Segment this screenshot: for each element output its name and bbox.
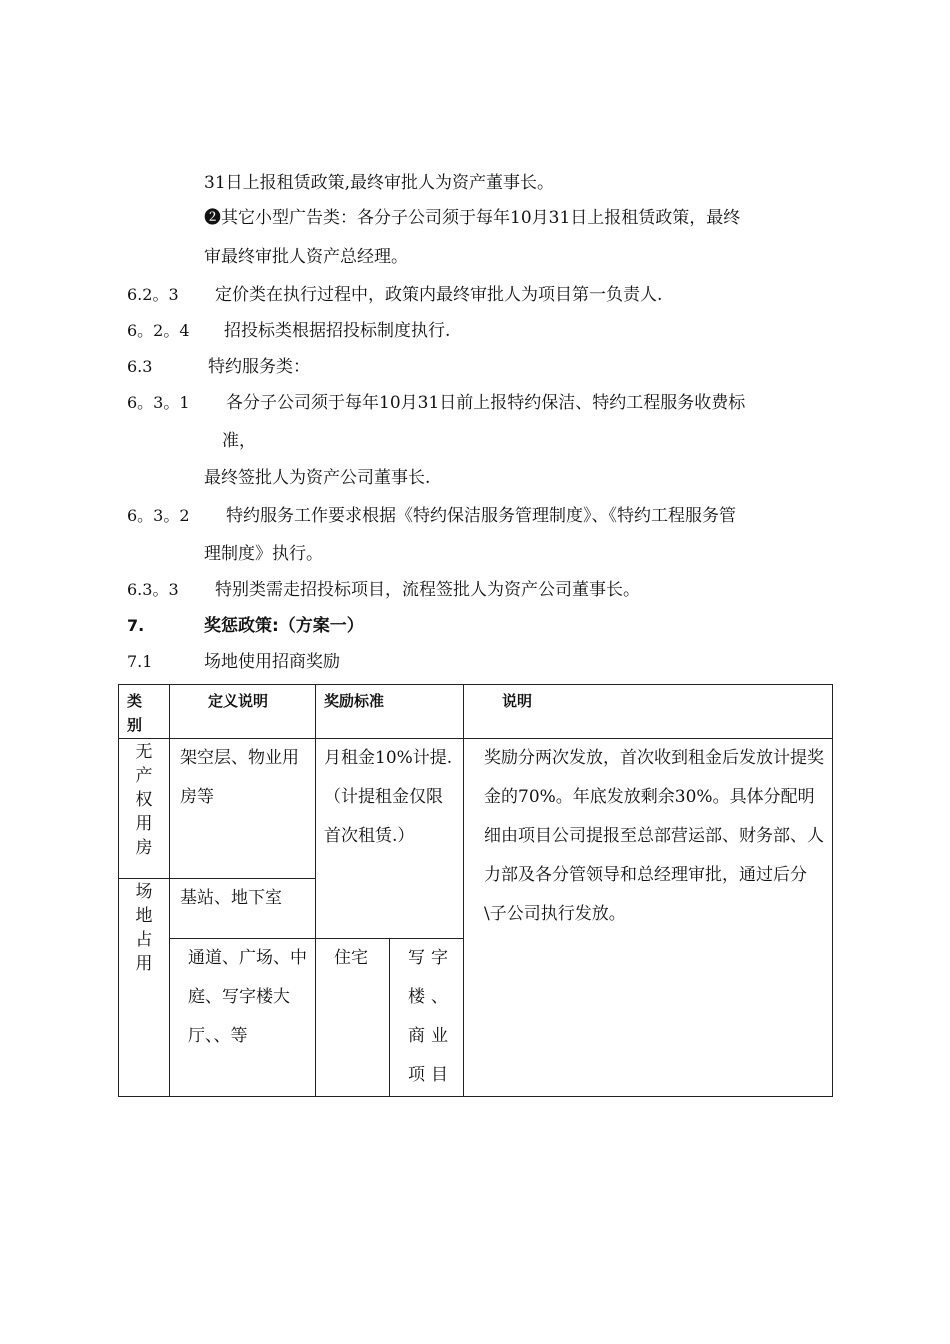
header-category: 类别 <box>127 692 143 734</box>
section-number-6-3-1: 6。3。1 <box>127 393 190 412</box>
section-text-6-3-1-cont1: 准， <box>222 431 256 451</box>
header-note-cell <box>464 685 833 739</box>
reward-table <box>118 684 833 1097</box>
paragraph-small-ads <box>204 207 740 229</box>
row2-definition-b: 通道、广场、中庭、写字楼大厅、、等 <box>188 948 307 1046</box>
row2-definition-b-cell <box>170 939 316 1097</box>
section-text-6-3-3: 特别类需走招投标项目，流程签批人为资产公司董事长。 <box>215 580 640 600</box>
section-text-6-2-3: 定价类在执行过程中，政策内最终审批人为项目第一负责人. <box>215 285 663 305</box>
paragraph-small-ads-cont: 审最终审批人资产总经理。 <box>204 247 408 267</box>
header-definition: 定义说明 <box>208 692 269 710</box>
section-text-6-3-2-cont: 理制度》执行。 <box>204 544 323 564</box>
section-heading-7: 奖惩政策:（方案一） <box>204 616 364 636</box>
paragraph-small-ads-text: 其它小型广告类：各分子公司须于每年10月31日上报租赁政策，最终 <box>221 208 741 228</box>
header-note: 说明 <box>502 692 533 710</box>
note-text: 奖励分两次发放，首次收到租金后发放计提奖金的70%。年底发放剩余30%。具体分配明细由项目公司提报至总部营运部、财务部、人力部及各分管领导和总经理审批，通过后分\子公司执行发放。 <box>484 748 825 924</box>
header-standard: 奖励标准 <box>324 692 385 710</box>
header-standard-cell <box>316 685 464 739</box>
section-text-6-3-2: 特约服务工作要求根据《特约保洁服务管理制度》、《特约工程服务管 <box>226 506 736 526</box>
paragraph-lease-approval: 31日上报租赁政策,最终审批人为资产董事长。 <box>204 173 555 193</box>
section-heading-7-1: 场地使用招商奖励 <box>204 652 340 672</box>
row1-category-cell <box>119 739 170 879</box>
row2-category-cell <box>119 879 170 1097</box>
section-text-6-3-1: 各分子公司须于每年10月31日前上报特约保洁、特约工程服务收费标 <box>226 393 746 413</box>
number-bullet-2-icon: ❷ <box>204 208 221 228</box>
standard-rent: 月租金10%计提.（计提租金仅限首次租赁.） <box>324 748 453 846</box>
section-number-7: 7. <box>127 616 145 635</box>
section-text-6-3: 特约服务类： <box>208 357 310 377</box>
table-header-row <box>119 685 833 739</box>
standard-office: 写字楼、商业项目 <box>408 948 454 1085</box>
row2-category: 场地占用 <box>135 882 153 974</box>
standard-office-cell <box>390 939 464 1097</box>
row2-definition-a-cell <box>170 879 316 939</box>
section-number-6-2-4: 6。2。4 <box>127 321 190 340</box>
section-number-7-1: 7.1 <box>127 652 153 671</box>
section-number-6-3-2: 6。3。2 <box>127 506 190 525</box>
row1-definition-cell <box>170 739 316 879</box>
standard-residential: 住宅 <box>334 948 368 968</box>
section-number-6-2-3: 6.2。3 <box>127 285 179 304</box>
header-category-cell <box>119 685 170 739</box>
section-number-6-3: 6.3 <box>127 357 153 376</box>
row1-definition: 架空层、物业用房等 <box>180 748 299 807</box>
section-number-6-3-3: 6.3。3 <box>127 580 179 599</box>
standard-residential-cell <box>316 939 390 1097</box>
note-cell <box>464 739 833 1097</box>
section-text-6-3-1-cont2: 最终签批人为资产公司董事长. <box>204 468 431 488</box>
table-row <box>119 739 833 879</box>
section-text-6-2-4: 招投标类根据招投标制度执行. <box>224 321 451 341</box>
row1-category: 无产权用房 <box>135 742 153 858</box>
row2-definition-a: 基站、地下室 <box>180 888 282 908</box>
standard-rent-cell <box>316 739 464 939</box>
header-definition-cell <box>170 685 316 739</box>
